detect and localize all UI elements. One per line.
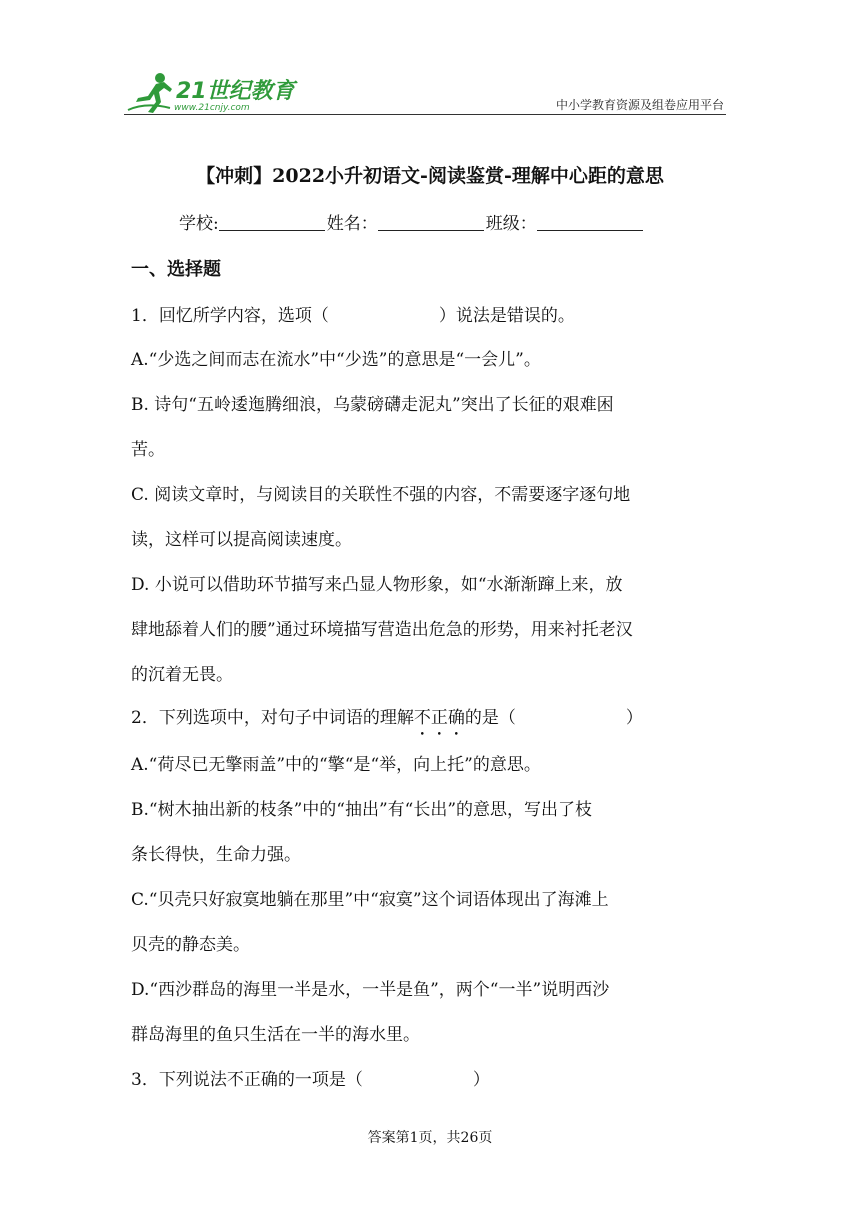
q2-option-a: A.“荷尽已无擎雨盖”中的“擎“是“举，向上托”的意思。 (131, 755, 541, 775)
q2-emphasis-char: 确 (447, 708, 465, 728)
header-divider (124, 114, 726, 115)
q2-emphasis-char: 不 (413, 708, 431, 728)
class-blank[interactable] (537, 212, 643, 231)
q2-stem (131, 703, 643, 728)
q1-option-d-line3: 的沉着无畏。 (131, 665, 233, 685)
name-label: 姓名： (326, 214, 378, 234)
q1-option-d-line2: 肆地舔着人们的腰”通过环境描写营造出危急的形势，用来衬托老汉 (131, 620, 633, 640)
logo-text: 21世纪教育 (176, 79, 295, 104)
page-footer: 答案第1页，共26页 (367, 1130, 493, 1146)
student-info-row (179, 209, 645, 234)
q2-emphasis-char: 正 (430, 708, 448, 728)
q2-option-d-line1: D.“西沙群岛的海里一半是水，一半是鱼”，两个“一半”说明西沙 (131, 980, 610, 1000)
document-title: 【冲刺】2022小升初语文-阅读鉴赏-理解中心距的意思 (196, 165, 664, 187)
class-label: 班级： (485, 214, 537, 234)
q1-stem (131, 301, 575, 326)
q1-option-d-line1: D. 小说可以借助环节描写来凸显人物形象，如“水渐渐蹿上来，放 (131, 575, 623, 595)
q2-stem-text: 2．下列选项中，对句子中词语的理解 (131, 708, 414, 728)
school-label: 学校: (179, 214, 219, 234)
q1-option-b-line2: 苦。 (131, 440, 165, 460)
q2-option-b-line2: 条长得快，生命力强。 (131, 845, 301, 865)
q1-option-b-line1: B. 诗句“五岭逶迤腾细浪，乌蒙磅礴走泥丸”突出了长征的艰难困 (131, 395, 614, 415)
q2-stem-mid: 的是（ (464, 708, 516, 728)
school-blank[interactable] (219, 212, 325, 231)
q2-stem-end: ） (625, 708, 643, 728)
q1-stem-end: ）说法是错误的。 (438, 306, 575, 326)
q3-stem-text: 3．下列说法不正确的一项是（ (131, 1070, 363, 1090)
platform-tagline: 中小学教育资源及组卷应用平台 (555, 98, 724, 112)
q3-stem (131, 1065, 490, 1090)
q1-stem-text: 1．回忆所学内容，选项（ (131, 306, 329, 326)
section-heading: 一、选择题 (131, 259, 221, 280)
logo (126, 70, 296, 116)
runner-logo-icon (126, 70, 176, 116)
q2-option-c-line2: 贝壳的静态美。 (131, 935, 250, 955)
name-blank[interactable] (378, 212, 484, 231)
q1-option-c-line2: 读，这样可以提高阅读速度。 (131, 530, 352, 550)
q1-option-a: A.“少选之间而志在流水”中“少选”的意思是“一会儿”。 (131, 350, 541, 370)
q3-stem-end: ） (472, 1070, 490, 1090)
q1-option-c-line1: C. 阅读文章时，与阅读目的关联性不强的内容，不需要逐字逐句地 (131, 485, 631, 505)
q2-option-c-line1: C.“贝壳只好寂寞地躺在那里”中“寂寞”这个词语体现出了海滩上 (131, 890, 609, 910)
q2-option-b-line1: B.“树木抽出新的枝条”中的“抽出”有“长出”的意思，写出了枝 (131, 800, 593, 820)
logo-url: www.21cnjy.com (174, 103, 250, 113)
q2-option-d-line2: 群岛海里的鱼只生活在一半的海水里。 (131, 1025, 420, 1045)
page-header (124, 66, 726, 118)
